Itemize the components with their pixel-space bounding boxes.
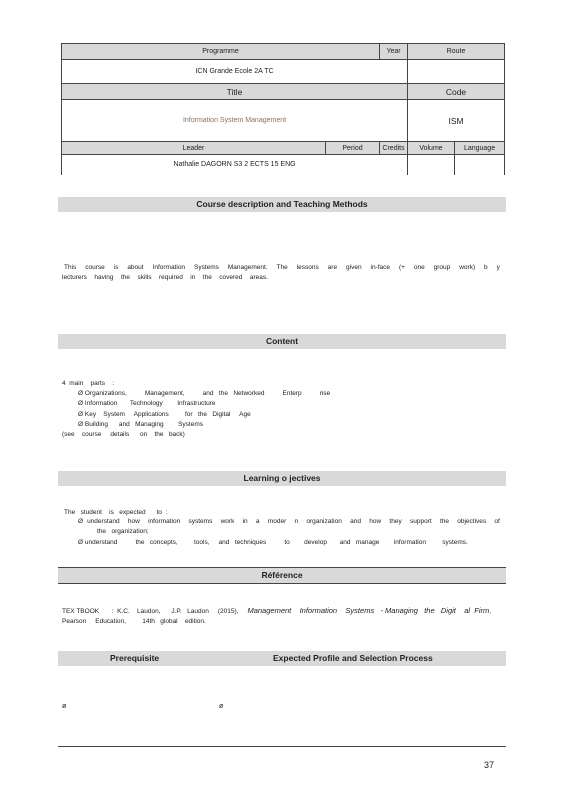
reference-heading: Référence (58, 568, 506, 583)
word: in (190, 274, 196, 281)
word: one (413, 264, 425, 271)
route-value (408, 60, 505, 84)
word: the (120, 274, 131, 281)
reference-line-2: Pearson Education, 14th global edition. (62, 618, 206, 625)
prerequisite-heading-bar (58, 651, 506, 666)
course-code: ISM (408, 100, 505, 142)
content-item-3: Ø Key System Applications for the Digital Age (78, 411, 251, 418)
programme-value: ICN Grande Ecole 2A TC (62, 60, 408, 84)
objective-item-1-continuation: the organization; (97, 528, 149, 535)
year-label: Year (380, 44, 408, 60)
bullet-icon: Ø (78, 390, 84, 397)
title-label: Title (62, 84, 408, 100)
word: b (484, 264, 488, 271)
word: skills (137, 274, 152, 281)
code-label: Code (408, 84, 505, 100)
word: The (276, 264, 288, 271)
volume-value (408, 155, 455, 175)
content-item-4: Ø Building and Managing Systems (78, 421, 204, 428)
word: is (113, 264, 119, 271)
leader-label: Leader (62, 142, 326, 155)
objectives-intro: The student is expected to : (64, 509, 168, 516)
objective-item-2: Ø understand the concepts, tools, and techniques to develop and manage information systems. (78, 539, 468, 546)
leader-value: Nathalie DAGORN S3 2 ECTS 15 ENG (62, 155, 408, 175)
word: (+ (398, 264, 405, 271)
word: covered (219, 274, 243, 281)
footer-rule (58, 746, 506, 747)
word: required (158, 274, 183, 281)
word: Management. (227, 264, 268, 271)
word: group (433, 264, 451, 271)
bullet-icon: Ø (78, 411, 84, 418)
word: the (202, 274, 212, 281)
language-label: Language (455, 142, 505, 155)
bullet-icon: Ø (78, 518, 84, 525)
expected-profile-heading: Expected Profile and Selection Process (273, 653, 433, 663)
course-title: Information System Management (62, 100, 408, 142)
word: in-face (370, 264, 391, 271)
word: about (127, 264, 144, 271)
content-item-2: Ø Information Technology Infrastructure (78, 400, 216, 407)
course-description-line-2 (62, 274, 268, 282)
route-label: Route (408, 44, 505, 60)
expected-profile-mark: ø (219, 703, 224, 710)
period-label: Period (326, 142, 380, 155)
learning-objectives-heading: Learning o jectives (58, 471, 506, 486)
word: are (327, 264, 338, 271)
volume-label: Volume (408, 142, 455, 155)
bullet-icon: Ø (78, 400, 84, 407)
word: lessons (296, 264, 319, 271)
word: Systems (194, 264, 219, 271)
credits-label: Credits (380, 142, 408, 155)
course-description-heading: Course description and Teaching Methods (58, 197, 506, 212)
word: y (496, 264, 500, 271)
content-note: (see course details on the back) (62, 431, 185, 438)
course-description-line-1 (64, 264, 500, 272)
word: lecturers (62, 274, 87, 281)
reference-bottom-rule (58, 583, 506, 584)
content-item-1: Ø Organizations, Management, and the Networked Enterp rise (78, 390, 331, 397)
word: areas. (249, 274, 268, 281)
word: Information (152, 264, 186, 271)
word: given (346, 264, 362, 271)
word: having (94, 274, 114, 281)
programme-label: Programme (62, 44, 380, 60)
page-number: 37 (484, 760, 495, 770)
content-intro: 4 main parts : (62, 380, 115, 387)
objective-item-1: Ø understand how information systems work in a moder n organization and how they support the objectives of (78, 518, 500, 525)
prerequisite-mark: ø (62, 703, 67, 710)
word: work) (459, 264, 476, 271)
prerequisite-heading: Prerequisite (110, 653, 160, 663)
reference-line-1: TEX TBOOK : K.C. Laudon, J.P. Laudon (2015), Management Information Systems - Managing the Digit al Firm, (62, 606, 492, 615)
course-header-table (61, 43, 505, 175)
reference-book-title: Management Information Systems - Managing the Digit al Firm (247, 606, 490, 615)
content-heading: Content (58, 334, 506, 349)
bullet-icon: Ø (78, 421, 84, 428)
bullet-icon: Ø (78, 539, 84, 546)
word: course (85, 264, 105, 271)
word: This (64, 264, 77, 271)
language-value (455, 155, 505, 175)
